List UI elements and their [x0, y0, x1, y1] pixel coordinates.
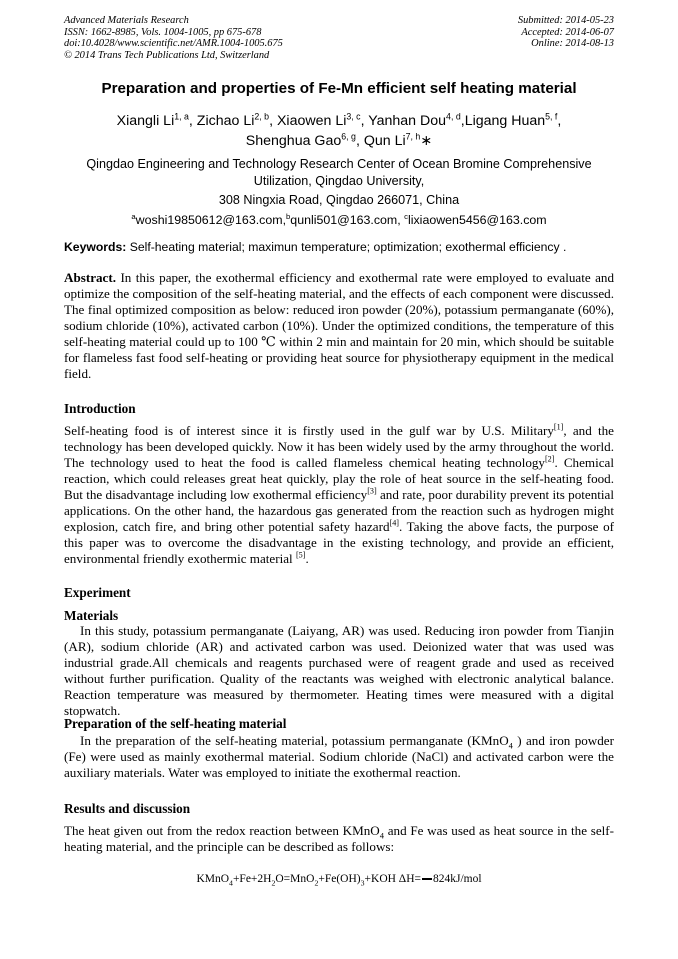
keywords-label: Keywords:: [64, 240, 127, 254]
citation[interactable]: [5]: [295, 550, 306, 560]
introduction-paragraph: Self-heating food is of interest since it is firstly used in the gulf war by U.S. Military[1], and the technology has been developed quickly. Now it has been widely used by the army throughout the world. The technology used to heat the food is called flameless chemical heating technology[2]. Chemical reaction, which could releases great heat quickly, play the role of heat source in the self-heating food. But the disadvantage including low exothermal efficiency[3] and rate, poor durability prevent its potential applications. On the other hand, the hazardous gas generated from the reaction such as hydrogen might explosion, catch fire, and bring other potential safety hazard[4]. Taking the above facts, the purpose of this paper was to overcome the disadvantage in the existing technology, and provide an efficient, environmental friendly exothermic material [5].: [64, 422, 615, 566]
author-affiliation-mark: 3, c: [346, 111, 361, 122]
author-affiliation-mark: 7, h: [405, 131, 421, 142]
author-name: Qun Li: [363, 133, 406, 149]
section-heading-results: Results and discussion: [64, 801, 191, 816]
author-name: Ligang Huan: [464, 113, 546, 129]
author-name: Zichao Li: [196, 113, 255, 129]
author-emails: $^a$woshi19850612@163.com,$^b$qunli501@163.com, $^c$lixiaowen5456@163.com: [131, 211, 547, 227]
journal-issn: ISSN: 1662-8985, Vols. 1004-1005, pp 675-678: [64, 26, 262, 38]
citation[interactable]: [3]: [367, 486, 377, 496]
copyright: © 2014 Trans Tech Publications Ltd, Switzerland: [64, 49, 270, 61]
author-affiliation-mark: 2, b: [254, 111, 270, 122]
paper-title: Preparation and properties of Fe-Mn efficient self heating material: [101, 80, 577, 97]
email-link[interactable]: lixiaowen5456@163.com: [407, 213, 547, 227]
author-line-2: Shenghua Gao$^{6, g}$, Qun Li$^{7, h}$∗: [245, 131, 433, 149]
citation[interactable]: [2]: [544, 454, 555, 464]
journal-header: [64, 15, 283, 61]
email-link[interactable]: woshi19850612@163.com,: [135, 213, 287, 227]
author-line-1: Xiangli Li$^{1, a}$, Zichao Li$^{2, b}$, Xiaowen Li$^{3, c}$, Yanhan Dou$^{4, d}$,Ligang Huan$^{5, f}$,: [116, 111, 562, 129]
subsection-heading-materials: Materials: [64, 608, 119, 623]
author-affiliation-mark: 5, f: [545, 111, 558, 122]
author-affiliation-mark: 4, d: [446, 111, 461, 122]
citation[interactable]: [4]: [389, 518, 399, 528]
accepted-date: Accepted: 2014-06-07: [521, 26, 614, 38]
citation[interactable]: [1]: [553, 422, 564, 432]
abstract: [64, 270, 614, 382]
keywords-text: Self-heating material; maximun temperature; optimization; exothermal efficiency .: [126, 240, 567, 254]
reaction-equation: $KMnO_4+Fe+2H_2O=MnO_2+Fe(OH)_3+KOH$ ΔH= 824kJ/mol: [196, 873, 482, 888]
abstract-label: Abstract.: [64, 270, 116, 285]
email-link[interactable]: qunli501@163.com,: [290, 213, 405, 227]
dates-header: [518, 15, 614, 50]
author-affiliation-mark: 1, a: [174, 111, 189, 122]
affiliation-address: 308 Ningxia Road, Qingdao 266071, China: [218, 193, 460, 207]
minus-sign: [422, 878, 432, 880]
results-paragraph: The heat given out from the redox reaction between KMnO$_4$ and Fe was used as heat source in the self-heating material, and the principle can be described as follows:: [64, 823, 614, 854]
author-name: Xiaowen Li: [276, 113, 347, 129]
author-name: Xiangli Li: [116, 113, 175, 129]
author-name: Yanhan Dou: [368, 113, 447, 129]
doi: doi:10.4028/www.scientific.net/AMR.1004-1005.675: [64, 38, 283, 50]
online-date: Online: 2014-08-13: [531, 38, 614, 50]
subsection-heading-preparation: Preparation of the self-heating material: [64, 716, 287, 731]
submitted-date: Submitted: 2014-05-23: [517, 15, 614, 26]
preparation-paragraph: In the preparation of the self-heating material, potassium permanganate (KMnO$_4$ ) and iron powder (Fe) were used as mainly exothermal material. Sodium chloride (NaCl) and activated carbon were the auxiliary materials. Water was employed to initiate the exothermal reaction.: [64, 733, 614, 780]
materials-paragraph: In this study, potassium permanganate (Laiyang, AR) was used. Reducing iron powder from Tianjin (AR), sodium chloride (AR) and activated carbon was used. Deionized water that was used was industrial grade.All chemicals and reagents purchased were of reagent grade and used as received without further purification. Quality of the reactants was weighed with electronic analytical balance. Reaction temperature was measured by thermometer. Heating times were measured with a digital stopwatch.: [64, 623, 614, 718]
abstract-text: In this paper, the exothermal efficiency and exothermal rate were employed to evaluate and optimize the composition of the self-heating material, and the effects of each component were discussed. The final optimized composition as below: reduced iron powder (20%), potassium permanganate (60%), sodium chloride (10%), activated carbon (10%). Under the optimized conditions, the temperature of this self-heating material could up to 100 ℃ within 2 min and maintain for 20 min, which should be suitable for flameless fast food self-heating or providing heat source for physiotherapy equipment in the medical field.: [64, 270, 614, 381]
author-affiliation-mark: 6, g: [341, 131, 356, 142]
corresponding-author-mark: ∗: [420, 133, 433, 149]
section-heading-experiment: Experiment: [64, 585, 131, 600]
affiliation-institution: Qingdao Engineering and Technology Research Center of Ocean Bromine Comprehensive Utilization, Qingdao University,: [86, 157, 592, 188]
keywords: [64, 240, 624, 254]
section-heading-introduction: Introduction: [64, 401, 136, 416]
author-name: Shenghua Gao: [245, 133, 342, 149]
journal-name: Advanced Materials Research: [64, 15, 189, 26]
